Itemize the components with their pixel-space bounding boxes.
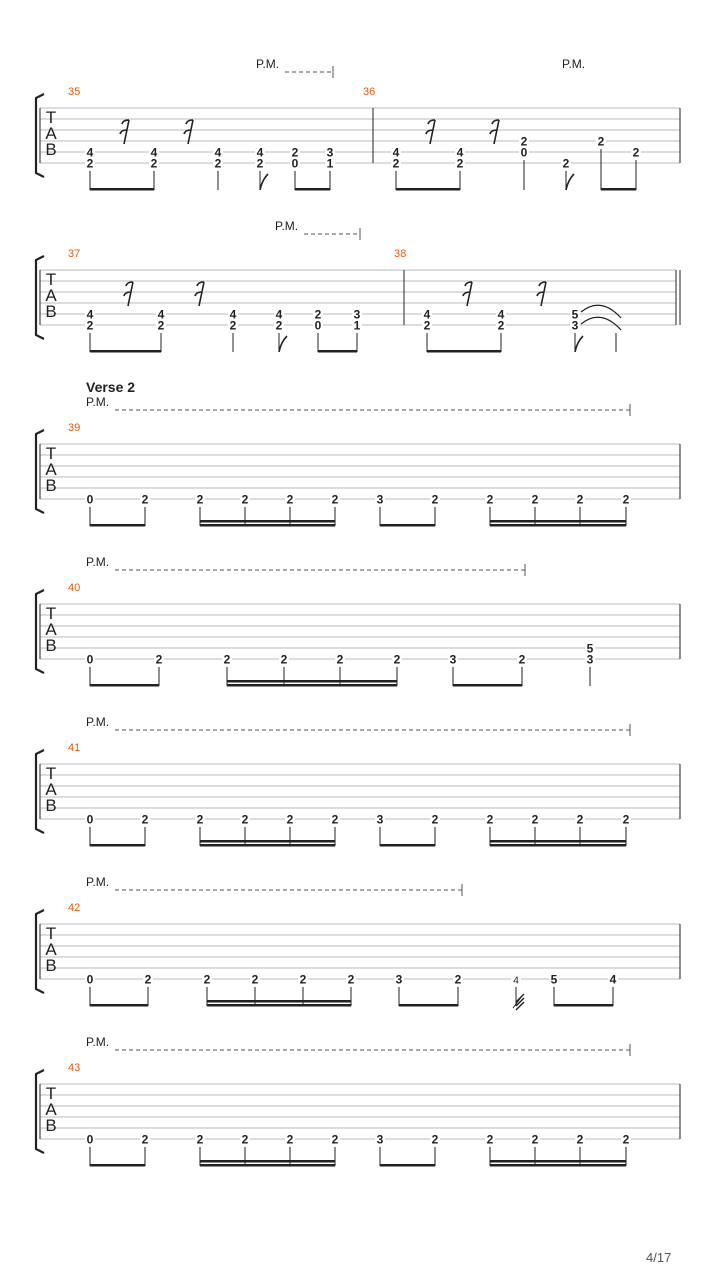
tie-curve	[581, 317, 621, 330]
fret-number: 0	[86, 1132, 94, 1147]
note-beam	[554, 1004, 613, 1007]
note-beam	[90, 684, 159, 687]
fret-number: 2	[454, 972, 462, 987]
fret-number: 2	[520, 134, 528, 149]
fret-number: 2	[286, 492, 294, 507]
tab-system	[36, 1044, 680, 1167]
fret-number: 3	[395, 972, 403, 987]
fret-number: 0	[86, 652, 94, 667]
fret-number: 3	[376, 492, 384, 507]
measure-number: 37	[68, 248, 81, 260]
palm-mute-label: P.M.	[86, 875, 110, 889]
note-beam	[227, 684, 397, 687]
note-beam	[399, 1004, 458, 1007]
note-beam	[200, 1164, 335, 1167]
fret-number: 4	[256, 145, 264, 160]
fret-number: 2	[314, 307, 322, 322]
tab-system	[36, 66, 680, 191]
note-beam	[490, 844, 626, 847]
note-beam	[90, 350, 161, 353]
palm-mute-label: P.M.	[86, 395, 110, 409]
note-beam	[380, 524, 435, 527]
fret-number: 3	[376, 1132, 384, 1147]
fret-number: 2	[196, 492, 204, 507]
fret-number: 1	[326, 156, 334, 171]
fret-number: 2	[299, 972, 307, 987]
tab-clef-letter: T	[45, 444, 57, 463]
fret-number: 2	[291, 145, 299, 160]
note-beam	[200, 840, 335, 843]
note-beam	[90, 844, 145, 847]
fret-number: 3	[586, 652, 594, 667]
tab-clef-letter: B	[45, 1116, 57, 1135]
fret-number: 4	[456, 145, 464, 160]
sixteenth-rest	[463, 282, 472, 306]
fret-number: 4	[609, 972, 617, 987]
fret-number: 4	[150, 145, 158, 160]
note-beam	[90, 524, 145, 527]
tab-system	[36, 724, 680, 847]
fret-number: 0	[86, 492, 94, 507]
fret-number: 0	[86, 812, 94, 827]
sixteenth-rest	[120, 120, 129, 144]
note-beam	[90, 1164, 145, 1167]
tab-clef-letter: B	[45, 476, 57, 495]
note-beam	[490, 524, 626, 527]
sixteenth-rest	[426, 120, 435, 144]
fret-number: 2	[256, 156, 264, 171]
fret-number: 2	[486, 812, 494, 827]
fret-number: 2	[562, 156, 570, 171]
note-beam	[200, 844, 335, 847]
tab-clef-letter: A	[45, 460, 57, 479]
page-number: 4/17	[646, 1250, 672, 1265]
fret-number: 0	[86, 972, 94, 987]
note-beam	[453, 684, 522, 687]
tab-clef-letter: A	[45, 286, 57, 305]
fret-number: 2	[229, 318, 237, 333]
note-beam	[295, 188, 330, 191]
tab-clef-letter: B	[45, 636, 57, 655]
measure-number: 39	[68, 422, 81, 434]
tab-clef-letter: T	[45, 924, 57, 943]
fret-number: 2	[423, 318, 431, 333]
tab-clef-letter: A	[45, 1100, 57, 1119]
grace-note-fret: 4	[513, 975, 519, 987]
fret-number: 5	[550, 972, 558, 987]
fret-number: 2	[286, 812, 294, 827]
fret-number: 2	[597, 134, 605, 149]
fret-number: 2	[144, 972, 152, 987]
measure-number: 35	[68, 86, 81, 98]
tab-clef-letter: T	[45, 108, 57, 127]
note-beam	[380, 1164, 435, 1167]
fret-number: 2	[431, 812, 439, 827]
fret-number: 2	[576, 812, 584, 827]
tie-curve	[581, 305, 621, 318]
palm-mute-label: P.M.	[86, 715, 110, 729]
fret-number: 2	[196, 1132, 204, 1147]
fret-number: 2	[622, 812, 630, 827]
tab-clef-letter: T	[45, 604, 57, 623]
fret-number: 2	[497, 318, 505, 333]
fret-number: 0	[314, 318, 322, 333]
tab-system	[36, 884, 680, 1010]
note-beam	[427, 350, 501, 353]
note-beam	[207, 1000, 351, 1003]
fret-number: 3	[449, 652, 457, 667]
tab-clef-letter: B	[45, 302, 57, 321]
fret-number: 0	[520, 145, 528, 160]
note-beam	[490, 1160, 626, 1163]
note-beam	[601, 188, 636, 191]
sixteenth-rest	[537, 282, 546, 306]
note-beam	[90, 188, 154, 191]
fret-number: 2	[141, 492, 149, 507]
fret-number: 2	[203, 972, 211, 987]
note-flag	[279, 336, 287, 352]
fret-number: 2	[251, 972, 259, 987]
fret-number: 4	[423, 307, 431, 322]
fret-number: 2	[241, 812, 249, 827]
fret-number: 2	[486, 492, 494, 507]
palm-mute-label: P.M.	[562, 57, 586, 71]
fret-number: 2	[456, 156, 464, 171]
fret-number: 3	[571, 318, 579, 333]
fret-number: 2	[622, 492, 630, 507]
sixteenth-rest	[124, 282, 133, 306]
fret-number: 2	[518, 652, 526, 667]
tab-clef-letter: T	[45, 1084, 57, 1103]
measure-number: 41	[68, 742, 81, 754]
measure-number: 36	[363, 86, 376, 98]
note-beam	[318, 350, 357, 353]
tab-clef-letter: B	[45, 140, 57, 159]
fret-number: 2	[347, 972, 355, 987]
fret-number: 2	[632, 145, 640, 160]
fret-number: 2	[576, 1132, 584, 1147]
note-beam	[90, 1004, 148, 1007]
fret-number: 3	[353, 307, 361, 322]
sixteenth-rest	[490, 120, 499, 144]
fret-number: 4	[86, 307, 94, 322]
fret-number: 2	[331, 1132, 339, 1147]
fret-number: 5	[571, 307, 579, 322]
fret-number: 2	[531, 1132, 539, 1147]
tab-system	[36, 228, 680, 353]
fret-number: 2	[336, 652, 344, 667]
fret-number: 2	[331, 812, 339, 827]
section-label: Verse 2	[86, 379, 136, 395]
fret-number: 2	[576, 492, 584, 507]
fret-number: 4	[497, 307, 505, 322]
note-beam	[490, 1164, 626, 1167]
fret-number: 2	[622, 1132, 630, 1147]
fret-number: 2	[275, 318, 283, 333]
tab-clef-letter: A	[45, 124, 57, 143]
tab-clef-letter: A	[45, 620, 57, 639]
sixteenth-rest	[195, 282, 204, 306]
measure-number: 42	[68, 902, 81, 914]
fret-number: 4	[214, 145, 222, 160]
tab-clef-letter: B	[45, 956, 57, 975]
note-beam	[227, 680, 397, 683]
note-beam	[207, 1004, 351, 1007]
measure-number: 38	[394, 248, 407, 260]
measure-number: 40	[68, 582, 81, 594]
fret-number: 3	[326, 145, 334, 160]
fret-number: 2	[486, 1132, 494, 1147]
fret-number: 2	[392, 156, 400, 171]
fret-number: 2	[157, 318, 165, 333]
fret-number: 2	[150, 156, 158, 171]
palm-mute-label: P.M.	[86, 555, 110, 569]
fret-number: 2	[86, 318, 94, 333]
fret-number: 2	[241, 492, 249, 507]
palm-mute-label: P.M.	[275, 219, 299, 233]
fret-number: 2	[331, 492, 339, 507]
note-beam	[200, 1160, 335, 1163]
tab-clef-letter: T	[45, 764, 57, 783]
fret-number: 2	[241, 1132, 249, 1147]
fret-number: 2	[223, 652, 231, 667]
fret-number: 2	[531, 812, 539, 827]
fret-number: 2	[155, 652, 163, 667]
palm-mute-label: P.M.	[86, 1035, 110, 1049]
fret-number: 2	[431, 1132, 439, 1147]
fret-number: 2	[393, 652, 401, 667]
tab-clef-letter: A	[45, 780, 57, 799]
fret-number: 2	[280, 652, 288, 667]
fret-number: 4	[392, 145, 400, 160]
note-beam	[490, 840, 626, 843]
tab-system	[36, 404, 680, 527]
fret-number: 4	[157, 307, 165, 322]
note-flag	[566, 174, 574, 190]
fret-number: 2	[214, 156, 222, 171]
fret-number: 2	[286, 1132, 294, 1147]
fret-number: 2	[531, 492, 539, 507]
fret-number: 4	[86, 145, 94, 160]
sixteenth-rest	[184, 120, 193, 144]
fret-number: 2	[86, 156, 94, 171]
fret-number: 4	[275, 307, 283, 322]
tab-system	[36, 564, 680, 687]
note-beam	[200, 520, 335, 523]
fret-number: 4	[229, 307, 237, 322]
fret-number: 2	[141, 1132, 149, 1147]
fret-number: 2	[431, 492, 439, 507]
note-flag	[575, 336, 583, 352]
tab-clef-letter: T	[45, 270, 57, 289]
fret-number: 2	[141, 812, 149, 827]
fret-number: 1	[353, 318, 361, 333]
tab-clef-letter: A	[45, 940, 57, 959]
note-beam	[200, 524, 335, 527]
fret-number: 3	[376, 812, 384, 827]
note-beam	[490, 520, 626, 523]
fret-number: 2	[196, 812, 204, 827]
note-flag	[260, 174, 268, 190]
fret-number: 5	[586, 641, 594, 656]
note-beam	[396, 188, 460, 191]
note-beam	[380, 844, 435, 847]
palm-mute-label: P.M.	[256, 57, 280, 71]
measure-number: 43	[68, 1062, 81, 1074]
fret-number: 0	[291, 156, 299, 171]
tab-clef-letter: B	[45, 796, 57, 815]
